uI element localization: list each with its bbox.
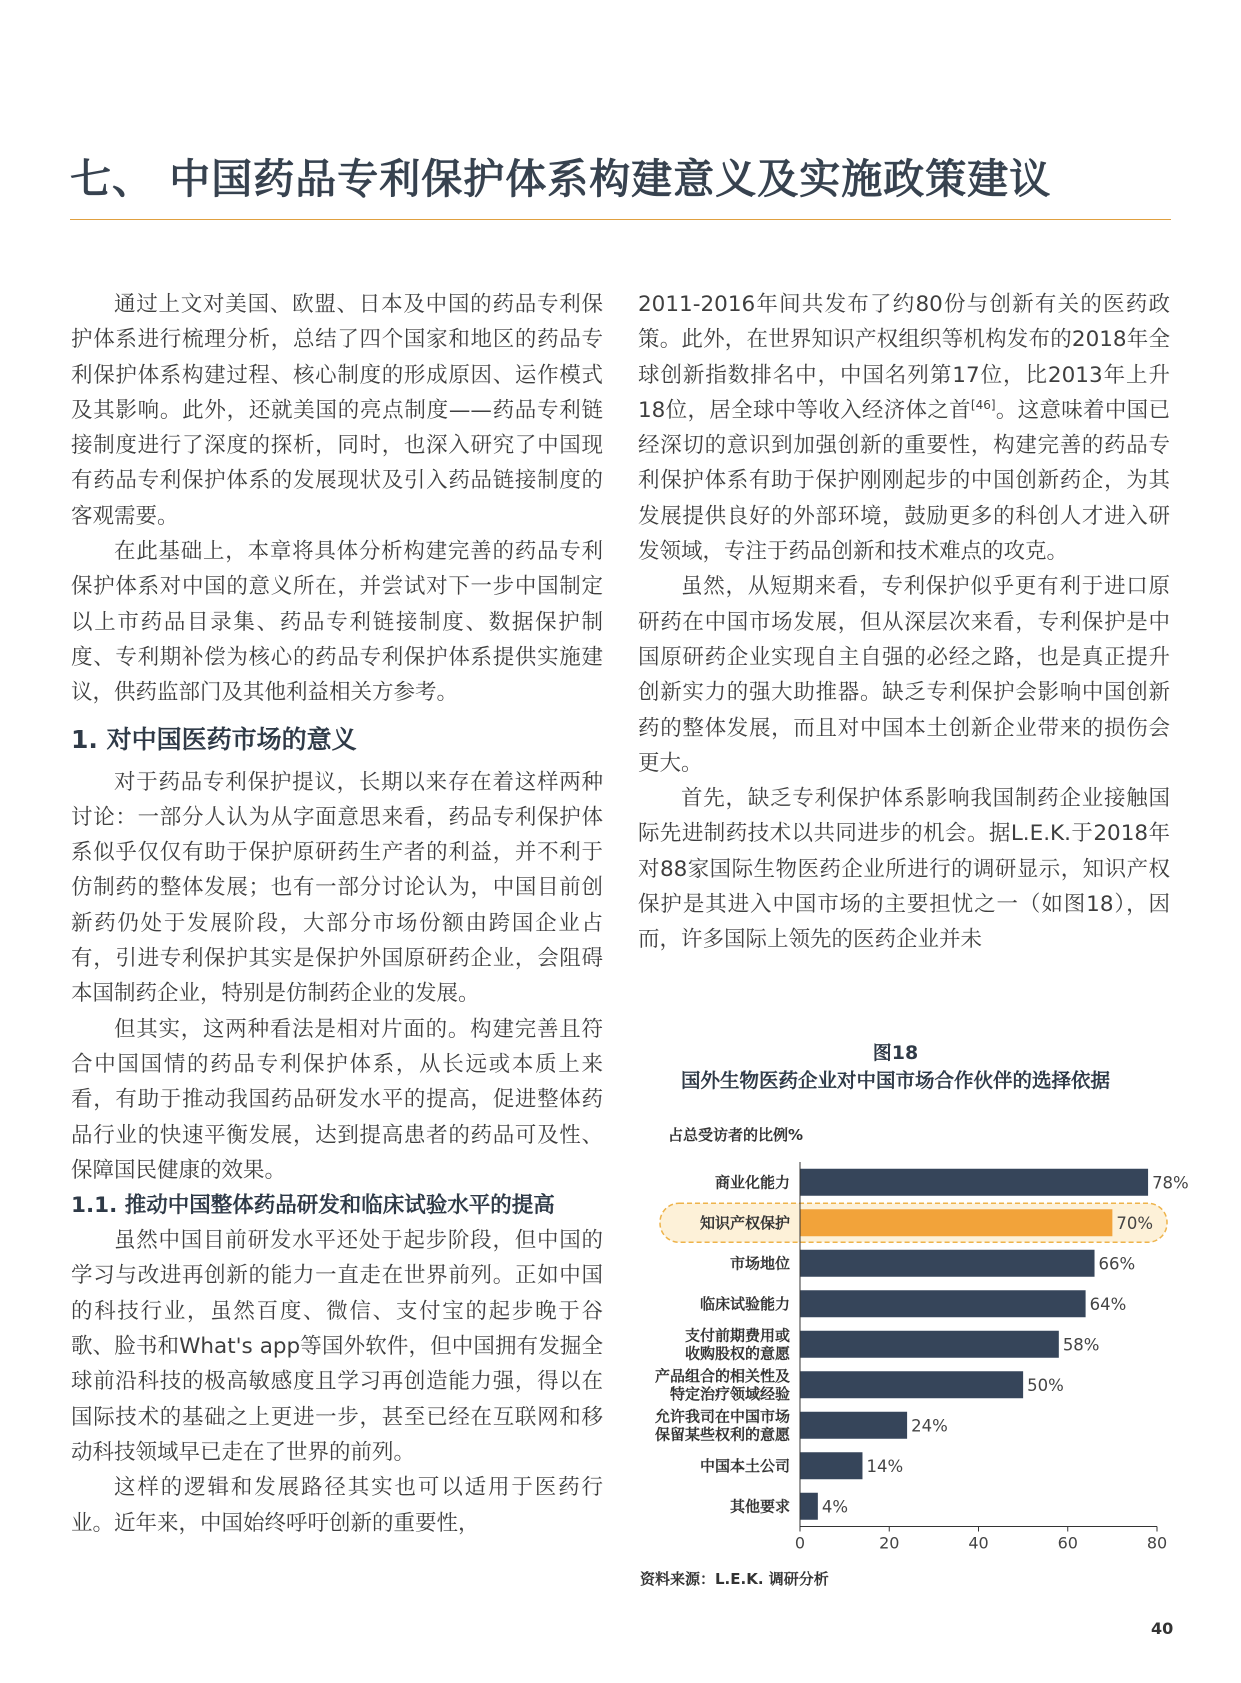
- value-label-8: 4%: [821, 1497, 849, 1517]
- bar-6: [800, 1412, 907, 1439]
- left-paragraph-4: 但其实，这两种看法是相对片面的。构建完善且符合中国国情的药品专利保护体系，从长远或本质上来看，有助于推动我国药品研发水平的提高，促进整体药品行业的快速平衡发展，达到提高患者的药品可及性、保障国民健康的效果。: [71, 1016, 603, 1183]
- bar-0: [800, 1169, 1148, 1196]
- value-label-2: 66%: [1098, 1254, 1136, 1274]
- bar-4: [800, 1331, 1059, 1358]
- value-label-6: 24%: [911, 1416, 948, 1436]
- value-label-5: 50%: [1027, 1375, 1064, 1395]
- chart-axis-caption: 占总受访者的比例%: [668, 1126, 804, 1144]
- left-column: [71, 287, 603, 1541]
- category-label-2: 市场地位: [729, 1254, 790, 1273]
- category-label-8: 其他要求: [729, 1497, 790, 1516]
- right-paragraph-3: 首先，缺乏专利保护体系影响我国制药企业接触国际先进制药技术以共同进步的机会。据L.E.K.于2018年对88家国际生物医药企业所进行的调研显示，知识产权保护是其进入中国市场的主要担忧之一（如图18），因而，许多国际上领先的医药企业并未: [638, 786, 1170, 953]
- value-label-0: 78%: [1152, 1173, 1189, 1193]
- bar-2: [800, 1250, 1095, 1277]
- category-label-1: 知识产权保护: [699, 1213, 790, 1232]
- page-title: 七、 中国药品专利保护体系构建意义及实施政策建议: [70, 155, 1052, 203]
- figure-title: 国外生物医药企业对中国市场合作伙伴的选择依据: [680, 1069, 1110, 1092]
- category-label-6-line-0: 允许我司在中国市场: [654, 1407, 790, 1426]
- value-label-3: 64%: [1089, 1294, 1127, 1314]
- right-paragraph-1: [638, 287, 1170, 569]
- category-label-5-line-0: 产品组合的相关性及: [654, 1366, 790, 1385]
- figure-label: 图18: [872, 1042, 919, 1064]
- category-label-7: 中国本土公司: [699, 1456, 790, 1475]
- value-label-7: 14%: [866, 1456, 904, 1476]
- title-divider: [70, 219, 1171, 220]
- x-tick-label-3: 60: [1057, 1533, 1078, 1553]
- x-tick-label-4: 80: [1146, 1533, 1168, 1553]
- category-label-6-line-1: 保留某些权利的意愿: [654, 1425, 790, 1444]
- bar-3: [800, 1290, 1086, 1317]
- page-number: 40: [1151, 1619, 1174, 1638]
- category-label-4-line-0: 支付前期费用或: [684, 1326, 790, 1345]
- right-column: [638, 287, 1170, 958]
- value-label-4: 58%: [1062, 1335, 1100, 1355]
- category-label-3: 临床试验能力: [699, 1294, 790, 1313]
- bar-8: [800, 1493, 818, 1520]
- left-paragraph-3: 对于药品专利保护提议，长期以来存在着这样两种讨论：一部分人认为从字面意思来看，药品专利保护体系似乎仅仅有助于保护原研药生产者的利益，并不利于仿制药的整体发展；也有一部分讨论认为，中国目前创新药仍处于发展阶段，大部分市场份额由跨国企业占有，引进专利保护其实是保护外国原研药企业，会阻碍本国制药企业，特别是仿制药企业的发展。: [71, 769, 603, 1007]
- figure-source: 资料来源：L.E.K. 调研分析: [640, 1570, 829, 1588]
- right-paragraph-2: 虽然，从短期来看，专利保护似乎更有利于进口原研药在中国市场发展，但从深层次来看，专利保护是中国原研药企业实现自主自强的必经之路，也是真正提升创新实力的强大助推器。缺乏专利保护会影响中国创新药的整体发展，而且对中国本土创新企业带来的损伤会更大。: [638, 574, 1170, 776]
- bar-1: [800, 1209, 1112, 1236]
- x-tick-label-0: 0: [794, 1533, 806, 1553]
- x-tick-label-2: 40: [968, 1533, 989, 1553]
- left-paragraph-5: 虽然中国目前研发水平还处于起步阶段，但中国的学习与改进再创新的能力一直走在世界前列。正如中国的科技行业，虽然百度、微信、支付宝的起步晚于谷歌、脸书和What's app等国外软件，但中国拥有发掘全球前沿科技的极高敏感度且学习再创造能力强，得以在国际技术的基础之上更进一步，甚至已经在互联网和移动科技领域早已走在了世界的前列。: [71, 1228, 603, 1465]
- subsection-heading: 1.1. 推动中国整体药品研发和临床试验水平的提高: [71, 1193, 555, 1219]
- left-paragraph-1: 通过上文对美国、欧盟、日本及中国的药品专利保护体系进行梳理分析，总结了四个国家和地区的药品专利保护体系构建过程、核心制度的形成原因、运作模式及其影响。此外，还就美国的亮点制度——药品专利链接制度进行了深度的探析，同时，也深入研究了中国现有药品专利保护体系的发展现状及引入药品链接制度的客观需要。: [71, 292, 603, 529]
- value-label-1: 70%: [1116, 1213, 1154, 1233]
- right-paragraph-1-rest: 。这意味着中国已经深切的意识到加强创新的重要性，构建完善的药品专利保护体系有助于保护刚刚起步的中国创新药企，为其发展提供良好的外部环境，鼓励更多的科创人才进入研发领域，专注于药品创新和技术难点的攻克。: [638, 397, 1170, 565]
- citation-ref: [46]: [970, 397, 996, 412]
- bar-chart: [630, 1150, 1189, 1553]
- left-paragraph-6: 这样的逻辑和发展路径其实也可以适用于医药行业。近年来，中国始终呼吁创新的重要性，: [71, 1475, 603, 1536]
- x-tick-label-1: 20: [879, 1533, 900, 1553]
- bar-5: [800, 1371, 1023, 1398]
- bar-7: [800, 1452, 862, 1479]
- category-label-0: 商业化能力: [714, 1173, 790, 1192]
- right-paragraph-1-text: 2011-2016年间共发布了约80份与创新有关的医药政策。此外，在世界知识产权组织等机构发布的2018年全球创新指数排名中，中国名列第17位，比2013年上升18位，居全球中等收入经济体之首: [638, 292, 1170, 423]
- left-paragraph-2: 在此基础上，本章将具体分析构建完善的药品专利保护体系对中国的意义所在，并尝试对下一步中国制定以上市药品目录集、药品专利链接制度、数据保护制度、专利期补偿为核心的药品专利保护体系提供实施建议，供药监部门及其他利益相关方参考。: [71, 539, 603, 706]
- category-label-4-line-1: 收购股权的意愿: [684, 1344, 790, 1363]
- category-label-5-line-1: 特定治疗领域经验: [669, 1384, 790, 1403]
- section-heading: 1. 对中国医药市场的意义: [71, 724, 357, 754]
